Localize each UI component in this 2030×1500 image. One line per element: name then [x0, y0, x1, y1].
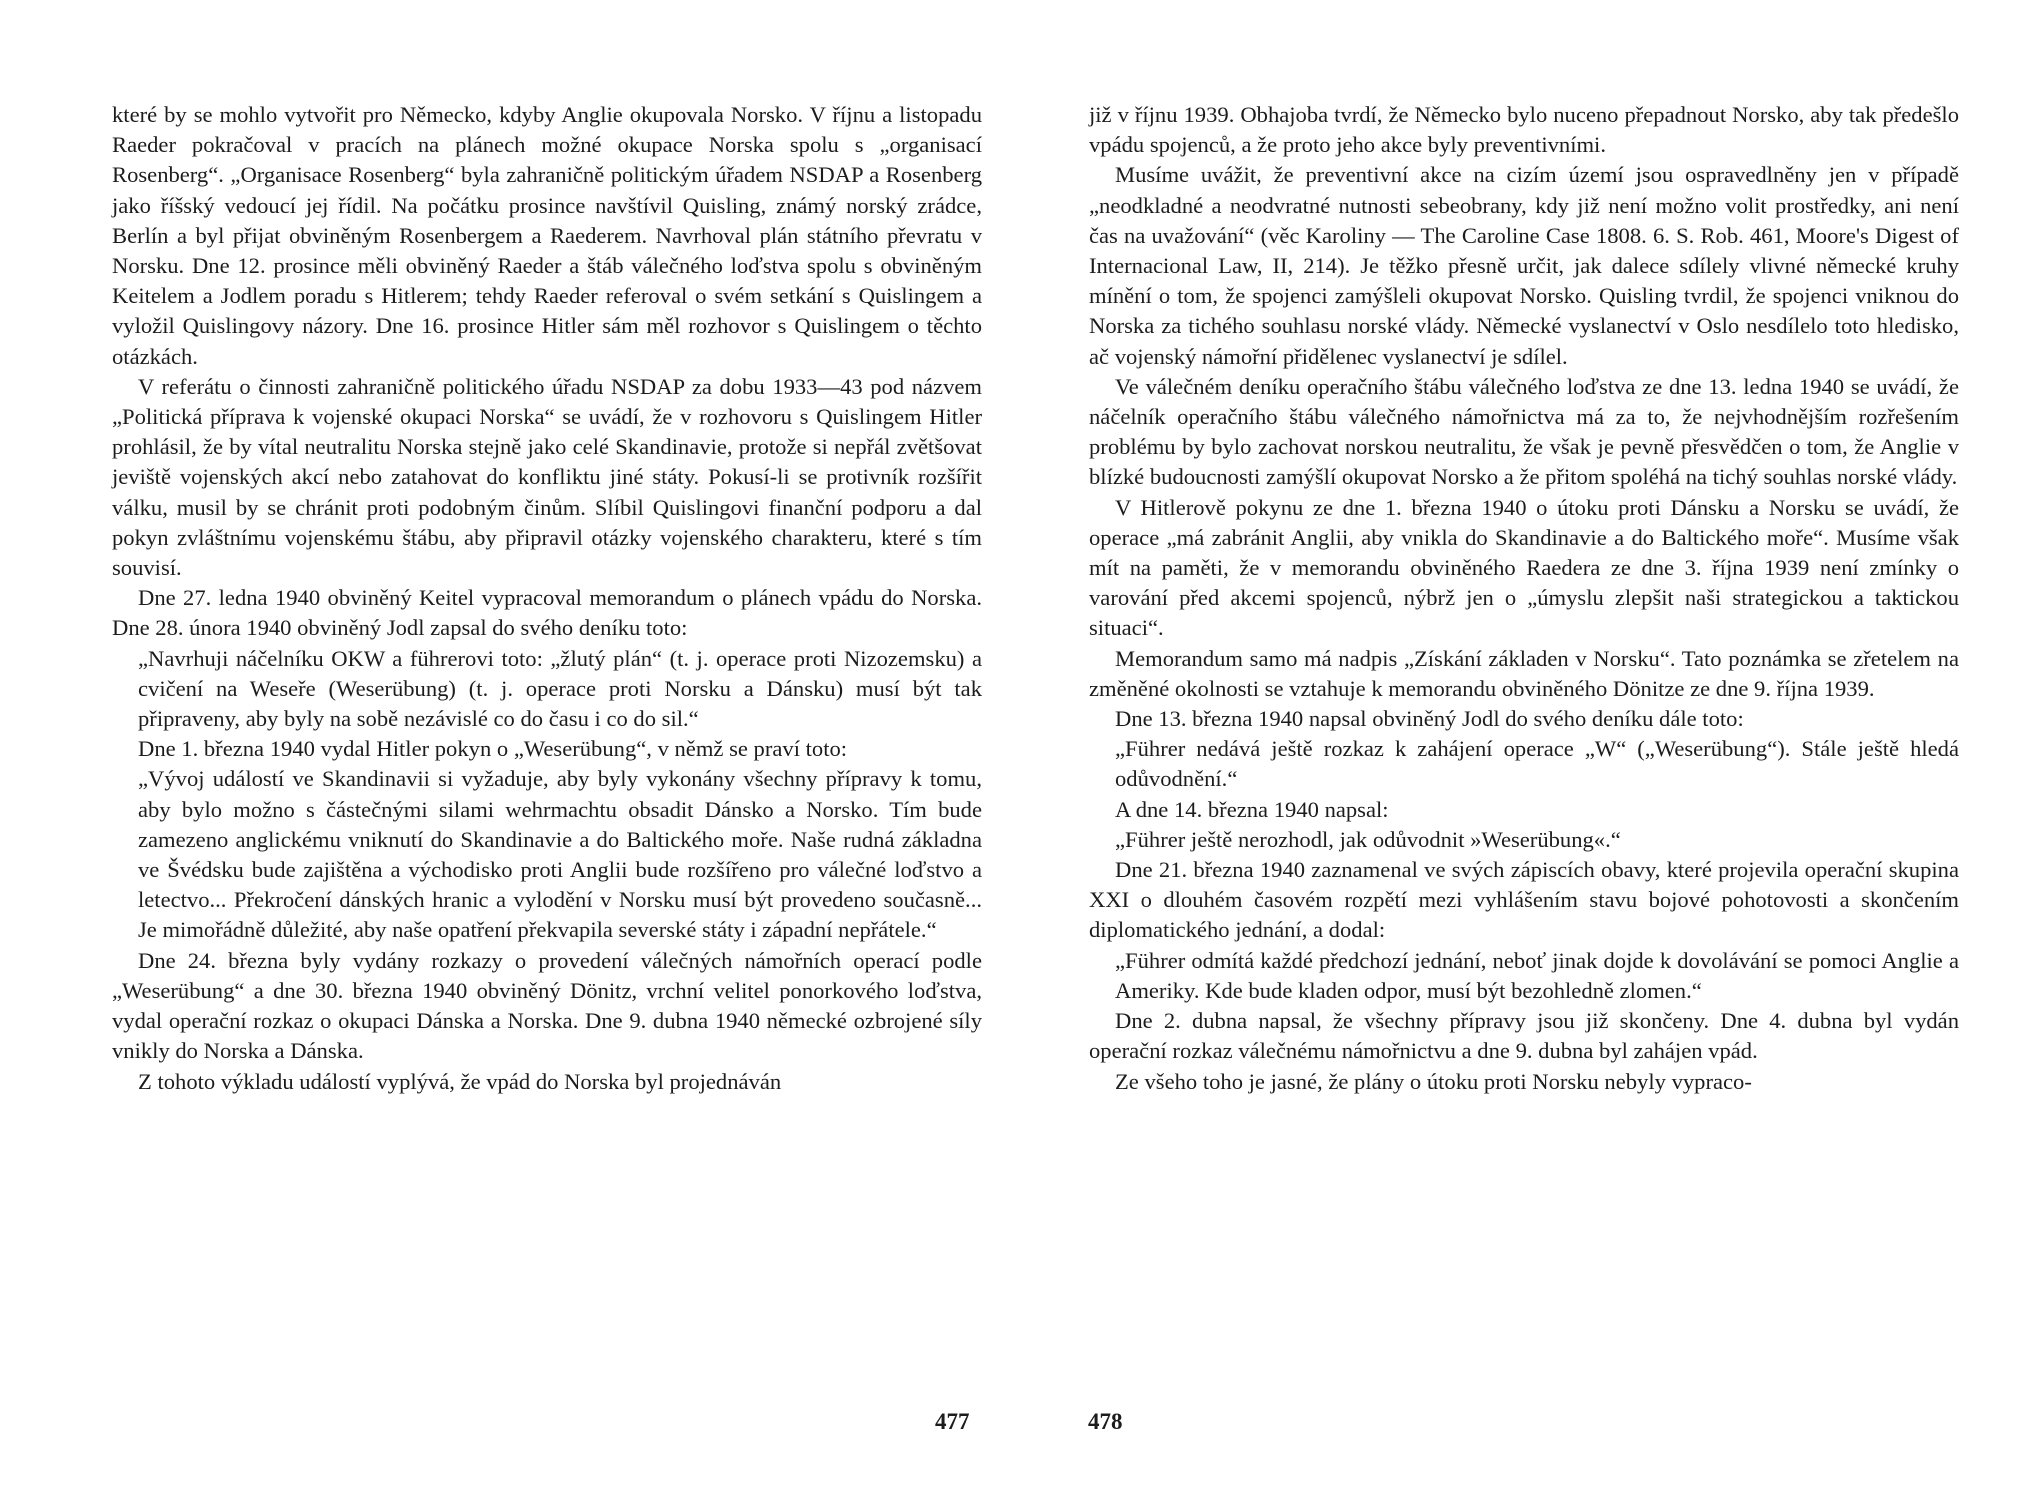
left-paragraph-3: Dne 27. ledna 1940 obviněný Keitel vypracoval memorandum o plánech vpádu do Norska. Dne 28. února 1940 obviněný Jodl zapsal do svého deníku toto:	[112, 585, 982, 641]
right-quote-3: „Führer odmítá každé předchozí jednání, neboť jinak dojde k dovolávání se pomoci Anglie a Ameriky. Kde bude kladen odpor, musí být bezohledně zlomen.“	[1115, 947, 1959, 1003]
right-paragraph-7: A dne 14. března 1940 napsal:	[1115, 796, 1389, 822]
right-paragraph-6: Dne 13. března 1940 napsal obviněný Jodl do svého deníku dále toto:	[1115, 706, 1744, 732]
left-paragraph-2: V referátu o činnosti zahraničně politického úřadu NSDAP za dobu 1933—43 pod názvem „Politická příprava k vojenské okupaci Norska“ se uvádí, že v rozhovoru s Quislingem Hitler prohlásil, že by vítal neutralitu Norska stejně jako celé Skandinavie, protože si nepřál zvětšovat jeviště vojenských akcí nebo zatahovat do konfliktu jiné státy. Pokusí-li se protivník rozšířit válku, musil by se chránit proti podobným činům. Slíbil Quislingovi finanční podporu a dal pokyn zvláštnímu vojenskému štábu, aby připravil otázky vojenského charakteru, které s tím souvisí.	[112, 373, 982, 581]
right-quote-1: „Führer nedává ještě rozkaz k zahájení operace „W“ („Weserübung“). Stále ještě hledá odůvodnění.“	[1115, 736, 1959, 792]
right-paragraph-5: Memorandum samo má nadpis „Získání základen v Norsku“. Tato poznámka se zřetelem na změněné okolnosti se vztahuje k memorandu obviněného Dönitze ze dne 9. října 1939.	[1089, 645, 1959, 701]
left-page	[112, 100, 982, 1097]
right-paragraph-4: V Hitlerově pokynu ze dne 1. března 1940 o útoku proti Dánsku a Norsku se uvádí, že operace „má zabránit Anglii, aby vnikla do Skandinavie a do Baltického moře“. Musíme však mít na paměti, že v memorandu obviněného Raedera ze dne 3. října 1939 není zmínky o varování před akcemi spojenců, nýbrž jen o „úmyslu zlepšit naši strategickou a taktickou situaci“.	[1089, 494, 1959, 641]
right-page	[1089, 100, 1959, 1097]
right-paragraph-9: Dne 2. dubna napsal, že všechny přípravy jsou již skončeny. Dne 4. dubna byl vydán operační rozkaz válečnému námořnictvu a dne 9. dubna byl zahájen vpád.	[1089, 1008, 1959, 1064]
left-paragraph-4: Dne 1. března 1940 vydal Hitler pokyn o „Weserübung“, v němž se praví toto:	[138, 736, 848, 762]
left-page-number: 477	[935, 1409, 970, 1434]
right-paragraph-3: Ve válečném deníku operačního štábu válečného loďstva ze dne 13. ledna 1940 se uvádí, že náčelník operačního štábu válečného námořnictva má za to, že nejvhodnějším rozřešením problému by bylo zachovat norskou neutralitu, že však je pevně přesvědčen o tom, že Anglie v blízké budoucnosti zamýšlí okupovat Norsko a že přitom spoléhá na tichý souhlas norské vlády.	[1089, 373, 1959, 490]
right-page-number: 478	[1088, 1409, 1123, 1434]
right-quote-2: „Führer ještě nerozhodl, jak odůvodnit »Weserübung«.“	[1115, 826, 1621, 852]
left-paragraph-6: Z tohoto výkladu událostí vyplývá, že vpád do Norska byl projednáván	[138, 1068, 782, 1094]
left-paragraph-1: které by se mohlo vytvořit pro Německo, kdyby Anglie okupovala Norsko. V říjnu a listopadu Raeder pokračoval v pracích na plánech možné okupace Norska spolu s „organisací Rosenberg“. „Organisace Rosenberg“ byla zahraničně politickým úřadem NSDAP a Rosenberg jako říšský vedoucí jej řídil. Na počátku prosince navštívil Quisling, známý norský zrádce, Berlín a byl přijat obviněným Rosenbergem a Raederem. Navrhoval plán státního převratu v Norsku. Dne 12. prosince měli obviněný Raeder a štáb válečného loďstva spolu s obviněným Keitelem a Jodlem poradu s Hitlerem; tehdy Raeder referoval o svém setkání s Quislingem a vyložil Quislingovy názory. Dne 16. prosince Hitler sám měl rozhovor s Quislingem o těchto otázkách.	[112, 102, 982, 369]
right-paragraph-10: Ze všeho toho je jasné, že plány o útoku proti Norsku nebyly vypraco-	[1115, 1068, 1752, 1094]
right-paragraph-2: Musíme uvážit, že preventivní akce na cizím území jsou ospravedlněny jen v případě „neodkladné a neodvratné nutnosti sebeobrany, kdy již není možno volit prostředky, ani není čas na uvažování“ (věc Karoliny — The Caroline Case 1808. 6. S. Rob. 461, Moore's Digest of Internacional Law, II, 214). Je těžko přesně určit, jak dalece sdílely vlivné německé kruhy mínění o tom, že spojenci zamýšleli okupovat Norsko. Quisling tvrdil, že spojenci vniknou do Norska za tichého souhlasu norské vlády. Německé vyslanectví v Oslo nesdílelo toto hledisko, ač vojenský námořní přidělenec vyslanectví je sdílel.	[1089, 162, 1959, 369]
left-paragraph-5: Dne 24. března byly vydány rozkazy o provedení válečných námořních operací podle „Weserübung“ a dne 30. března 1940 obviněný Dönitz, vrchní velitel ponorkového loďstva, vydal operační rozkaz o okupaci Dánska a Norska. Dne 9. dubna 1940 německé ozbrojené síly vnikly do Norska a Dánska.	[112, 947, 982, 1064]
left-quote-1: „Navrhuji náčelníku OKW a führerovi toto: „žlutý plán“ (t. j. operace proti Nizozemsku) a cvičení na Weseře (Weserübung) (t. j. operace proti Norsku a Dánsku) musí být tak připraveny, aby byly na sobě nezávislé co do času i co do sil.“	[138, 645, 982, 732]
right-paragraph-8: Dne 21. března 1940 zaznamenal ve svých zápiscích obavy, které projevila operační skupina XXI o dlouhém časovém rozpětí mezi vyhlášením stavu bojové pohotovosti a skončením diplomatického jednání, a dodal:	[1089, 857, 1959, 943]
right-paragraph-1: již v říjnu 1939. Obhajoba tvrdí, že Německo bylo nuceno přepadnout Norsko, aby tak předešlo vpádu spojenců, a že proto jeho akce byly preventivními.	[1089, 102, 1959, 158]
left-quote-2: „Vývoj událostí ve Skandinavii si vyžaduje, aby byly vykonány všechny přípravy k tomu, aby bylo možno s částečnými silami wehrmachtu obsadit Dánsko a Norsko. Tím bude zamezeno anglickému vniknutí do Skandinavie a do Baltického moře. Naše rudná základna ve Švédsku bude zajištěna a východisko proti Anglii bude rozšířeno pro válečné loďstvo a letectvo... Překročení dánských hranic a vylodění v Norsku musí být provedeno současně... Je mimořádně důležité, aby naše opatření překvapila severské státy i západní nepřátele.“	[138, 766, 982, 943]
